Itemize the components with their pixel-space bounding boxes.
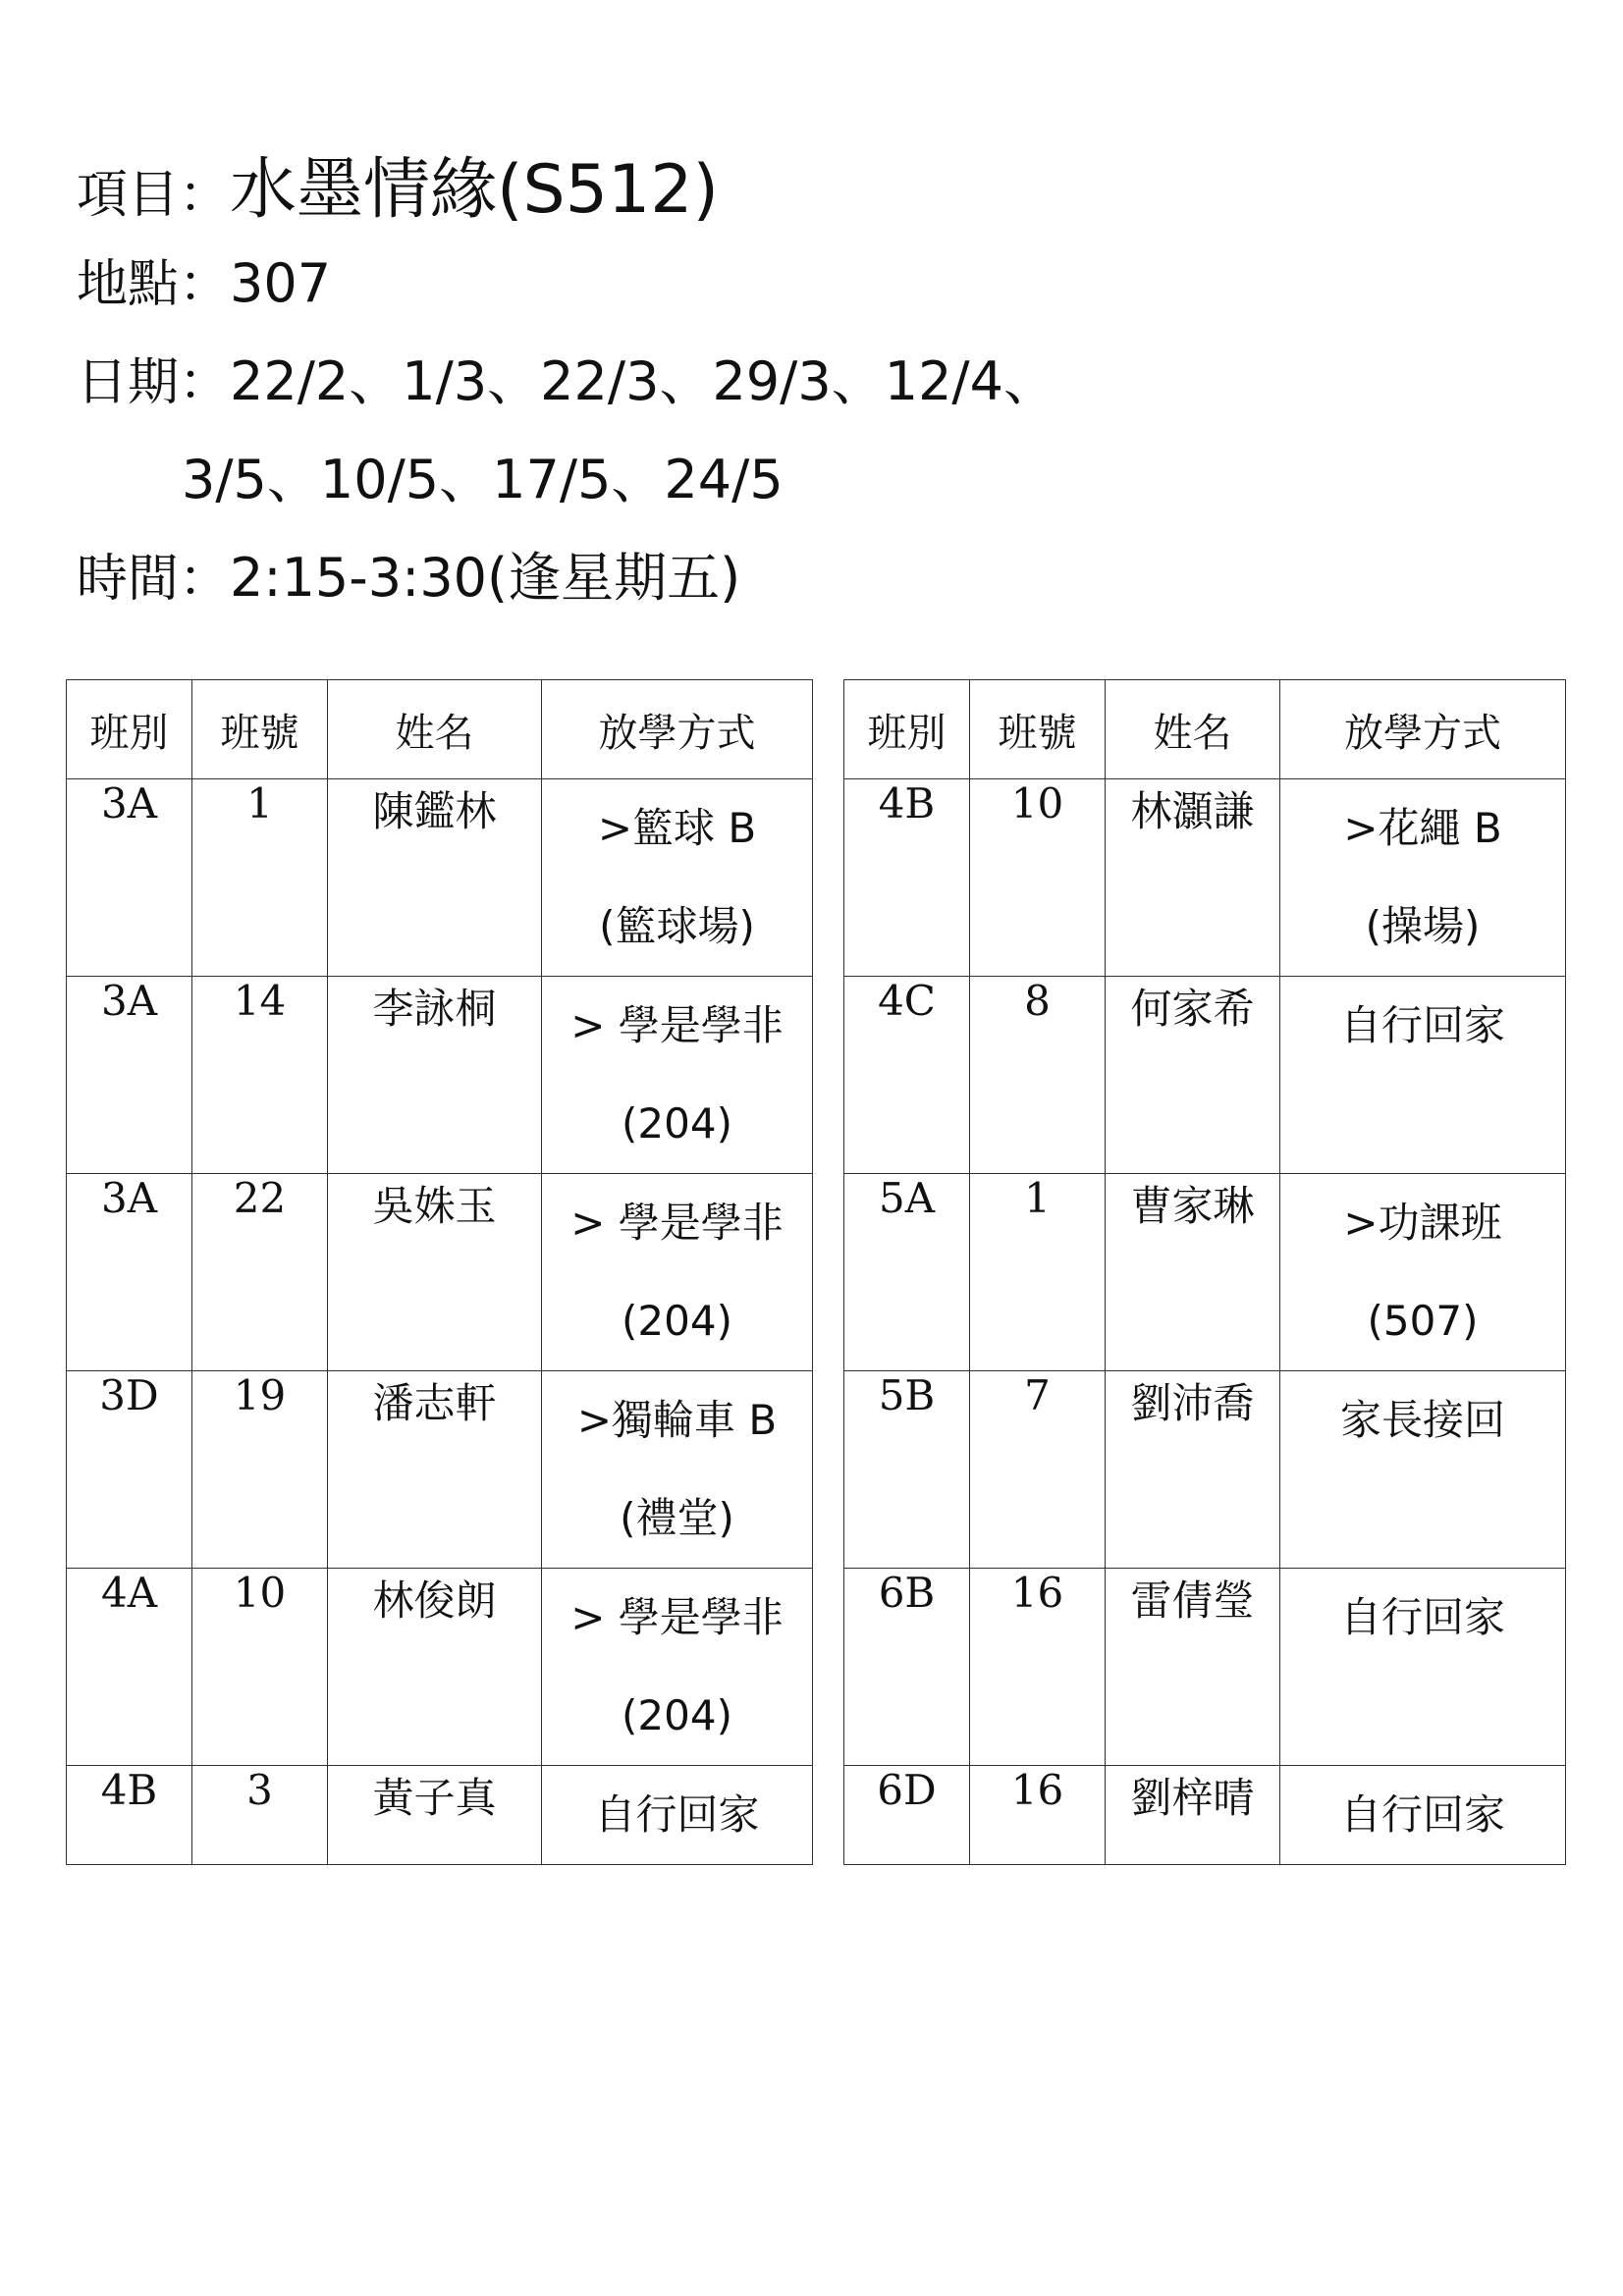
table-header-row: [67, 680, 813, 779]
name-cell: 李詠桐: [328, 977, 542, 1174]
number-cell: 19: [192, 1371, 328, 1569]
location-line: [77, 252, 332, 314]
column-header-name: 姓名: [1106, 680, 1280, 779]
class-cell: 4C: [844, 977, 970, 1174]
table-header-row: [844, 680, 1566, 779]
table-row: [67, 1174, 813, 1371]
name-cell: 黃子真: [328, 1766, 542, 1865]
dismissal-line: 家長接回: [1339, 1396, 1505, 1444]
table-row: [844, 1569, 1566, 1766]
class-cell: 4B: [67, 1766, 192, 1865]
table-row: [67, 977, 813, 1174]
dismissal-line: >獨輪車 B: [576, 1396, 778, 1444]
dismissal-line: (操場): [1365, 902, 1481, 950]
name-cell: 曹家琳: [1106, 1174, 1280, 1371]
dismissal-line: > 學是學非: [570, 1199, 784, 1247]
number-cell: 3: [192, 1766, 328, 1865]
dismissal-cell: [1280, 1569, 1566, 1766]
number-cell: 10: [192, 1569, 328, 1766]
date-label: 日期：: [77, 353, 231, 412]
column-header-number: 班號: [970, 680, 1106, 779]
dismissal-line: (籃球場): [599, 902, 755, 950]
number-cell: 22: [192, 1174, 328, 1371]
column-header-name: 姓名: [328, 680, 542, 779]
project-value: 水墨情緣(S512): [230, 151, 720, 229]
number-cell: 7: [970, 1371, 1106, 1569]
column-header-number: 班號: [192, 680, 328, 779]
student-table-right: [843, 679, 1566, 1865]
date-value-line-2: 3/5、10/5、17/5、24/5: [182, 449, 784, 510]
column-header-dismissal: 放學方式: [1280, 680, 1566, 779]
table-row: [844, 1174, 1566, 1371]
dismissal-line: (204): [622, 1099, 732, 1148]
project-line: [77, 151, 720, 229]
name-cell: 陳鑑林: [328, 779, 542, 977]
class-cell: 3A: [67, 1174, 192, 1371]
name-cell: 林灝謙: [1106, 779, 1280, 977]
dismissal-cell: [542, 1569, 813, 1766]
dismissal-cell: [1280, 1371, 1566, 1569]
dismissal-cell: [1280, 1174, 1566, 1371]
dismissal-line: (禮堂): [620, 1494, 734, 1542]
dismissal-line: (507): [1367, 1297, 1479, 1345]
table-row: [67, 1569, 813, 1766]
name-cell: 林俊朗: [328, 1569, 542, 1766]
number-cell: 1: [192, 779, 328, 977]
column-header-dismissal: 放學方式: [542, 680, 813, 779]
dismissal-line: 自行回家: [1339, 1001, 1505, 1049]
table-row: [844, 1766, 1566, 1865]
dismissal-line: (204): [622, 1297, 732, 1345]
dismissal-cell: [542, 1766, 813, 1865]
dismissal-line: 自行回家: [594, 1790, 760, 1839]
number-cell: 10: [970, 779, 1106, 977]
location-label: 地點：: [77, 255, 231, 314]
class-cell: 5B: [844, 1371, 970, 1569]
dismissal-cell: [542, 1371, 813, 1569]
class-cell: 3A: [67, 779, 192, 977]
table-row: [844, 779, 1566, 977]
class-cell: 3A: [67, 977, 192, 1174]
date-line-2: [182, 449, 784, 510]
number-cell: 8: [970, 977, 1106, 1174]
class-cell: 3D: [67, 1371, 192, 1569]
class-cell: 4B: [844, 779, 970, 977]
class-cell: 4A: [67, 1569, 192, 1766]
dismissal-cell: [1280, 977, 1566, 1174]
table-row: [67, 779, 813, 977]
number-cell: 16: [970, 1569, 1106, 1766]
project-label: 項目：: [77, 166, 231, 225]
dismissal-line: (204): [622, 1691, 732, 1739]
class-cell: 6B: [844, 1569, 970, 1766]
dismissal-cell: [542, 779, 813, 977]
class-cell: 5A: [844, 1174, 970, 1371]
table-row: [67, 1371, 813, 1569]
date-value-line-1: 22/2、1/3、22/3、29/3、12/4、: [230, 350, 1056, 412]
dismissal-line: >籃球 B: [597, 804, 757, 852]
column-header-class: 班別: [67, 680, 192, 779]
time-value: 2:15-3:30(逢星期五): [230, 547, 741, 609]
time-line: [77, 547, 741, 609]
dismissal-line: >功課班: [1343, 1199, 1502, 1247]
number-cell: 16: [970, 1766, 1106, 1865]
number-cell: 14: [192, 977, 328, 1174]
dismissal-cell: [542, 977, 813, 1174]
table-row: [67, 1766, 813, 1865]
name-cell: 潘志軒: [328, 1371, 542, 1569]
name-cell: 劉梓晴: [1106, 1766, 1280, 1865]
dismissal-cell: [1280, 779, 1566, 977]
date-line-1: [77, 350, 1056, 412]
column-header-class: 班別: [844, 680, 970, 779]
dismissal-line: 自行回家: [1339, 1593, 1505, 1641]
time-label: 時間：: [77, 550, 231, 609]
dismissal-line: 自行回家: [1339, 1790, 1505, 1839]
dismissal-line: > 學是學非: [570, 1001, 784, 1049]
location-value: 307: [230, 252, 332, 314]
name-cell: 何家希: [1106, 977, 1280, 1174]
table-row: [844, 977, 1566, 1174]
name-cell: 雷倩瑩: [1106, 1569, 1280, 1766]
class-cell: 6D: [844, 1766, 970, 1865]
dismissal-cell: [542, 1174, 813, 1371]
number-cell: 1: [970, 1174, 1106, 1371]
dismissal-line: >花繩 B: [1343, 804, 1502, 852]
student-table-left: [66, 679, 813, 1865]
name-cell: 吳姝玉: [328, 1174, 542, 1371]
name-cell: 劉沛喬: [1106, 1371, 1280, 1569]
table-row: [844, 1371, 1566, 1569]
dismissal-line: > 學是學非: [570, 1593, 784, 1641]
dismissal-cell: [1280, 1766, 1566, 1865]
